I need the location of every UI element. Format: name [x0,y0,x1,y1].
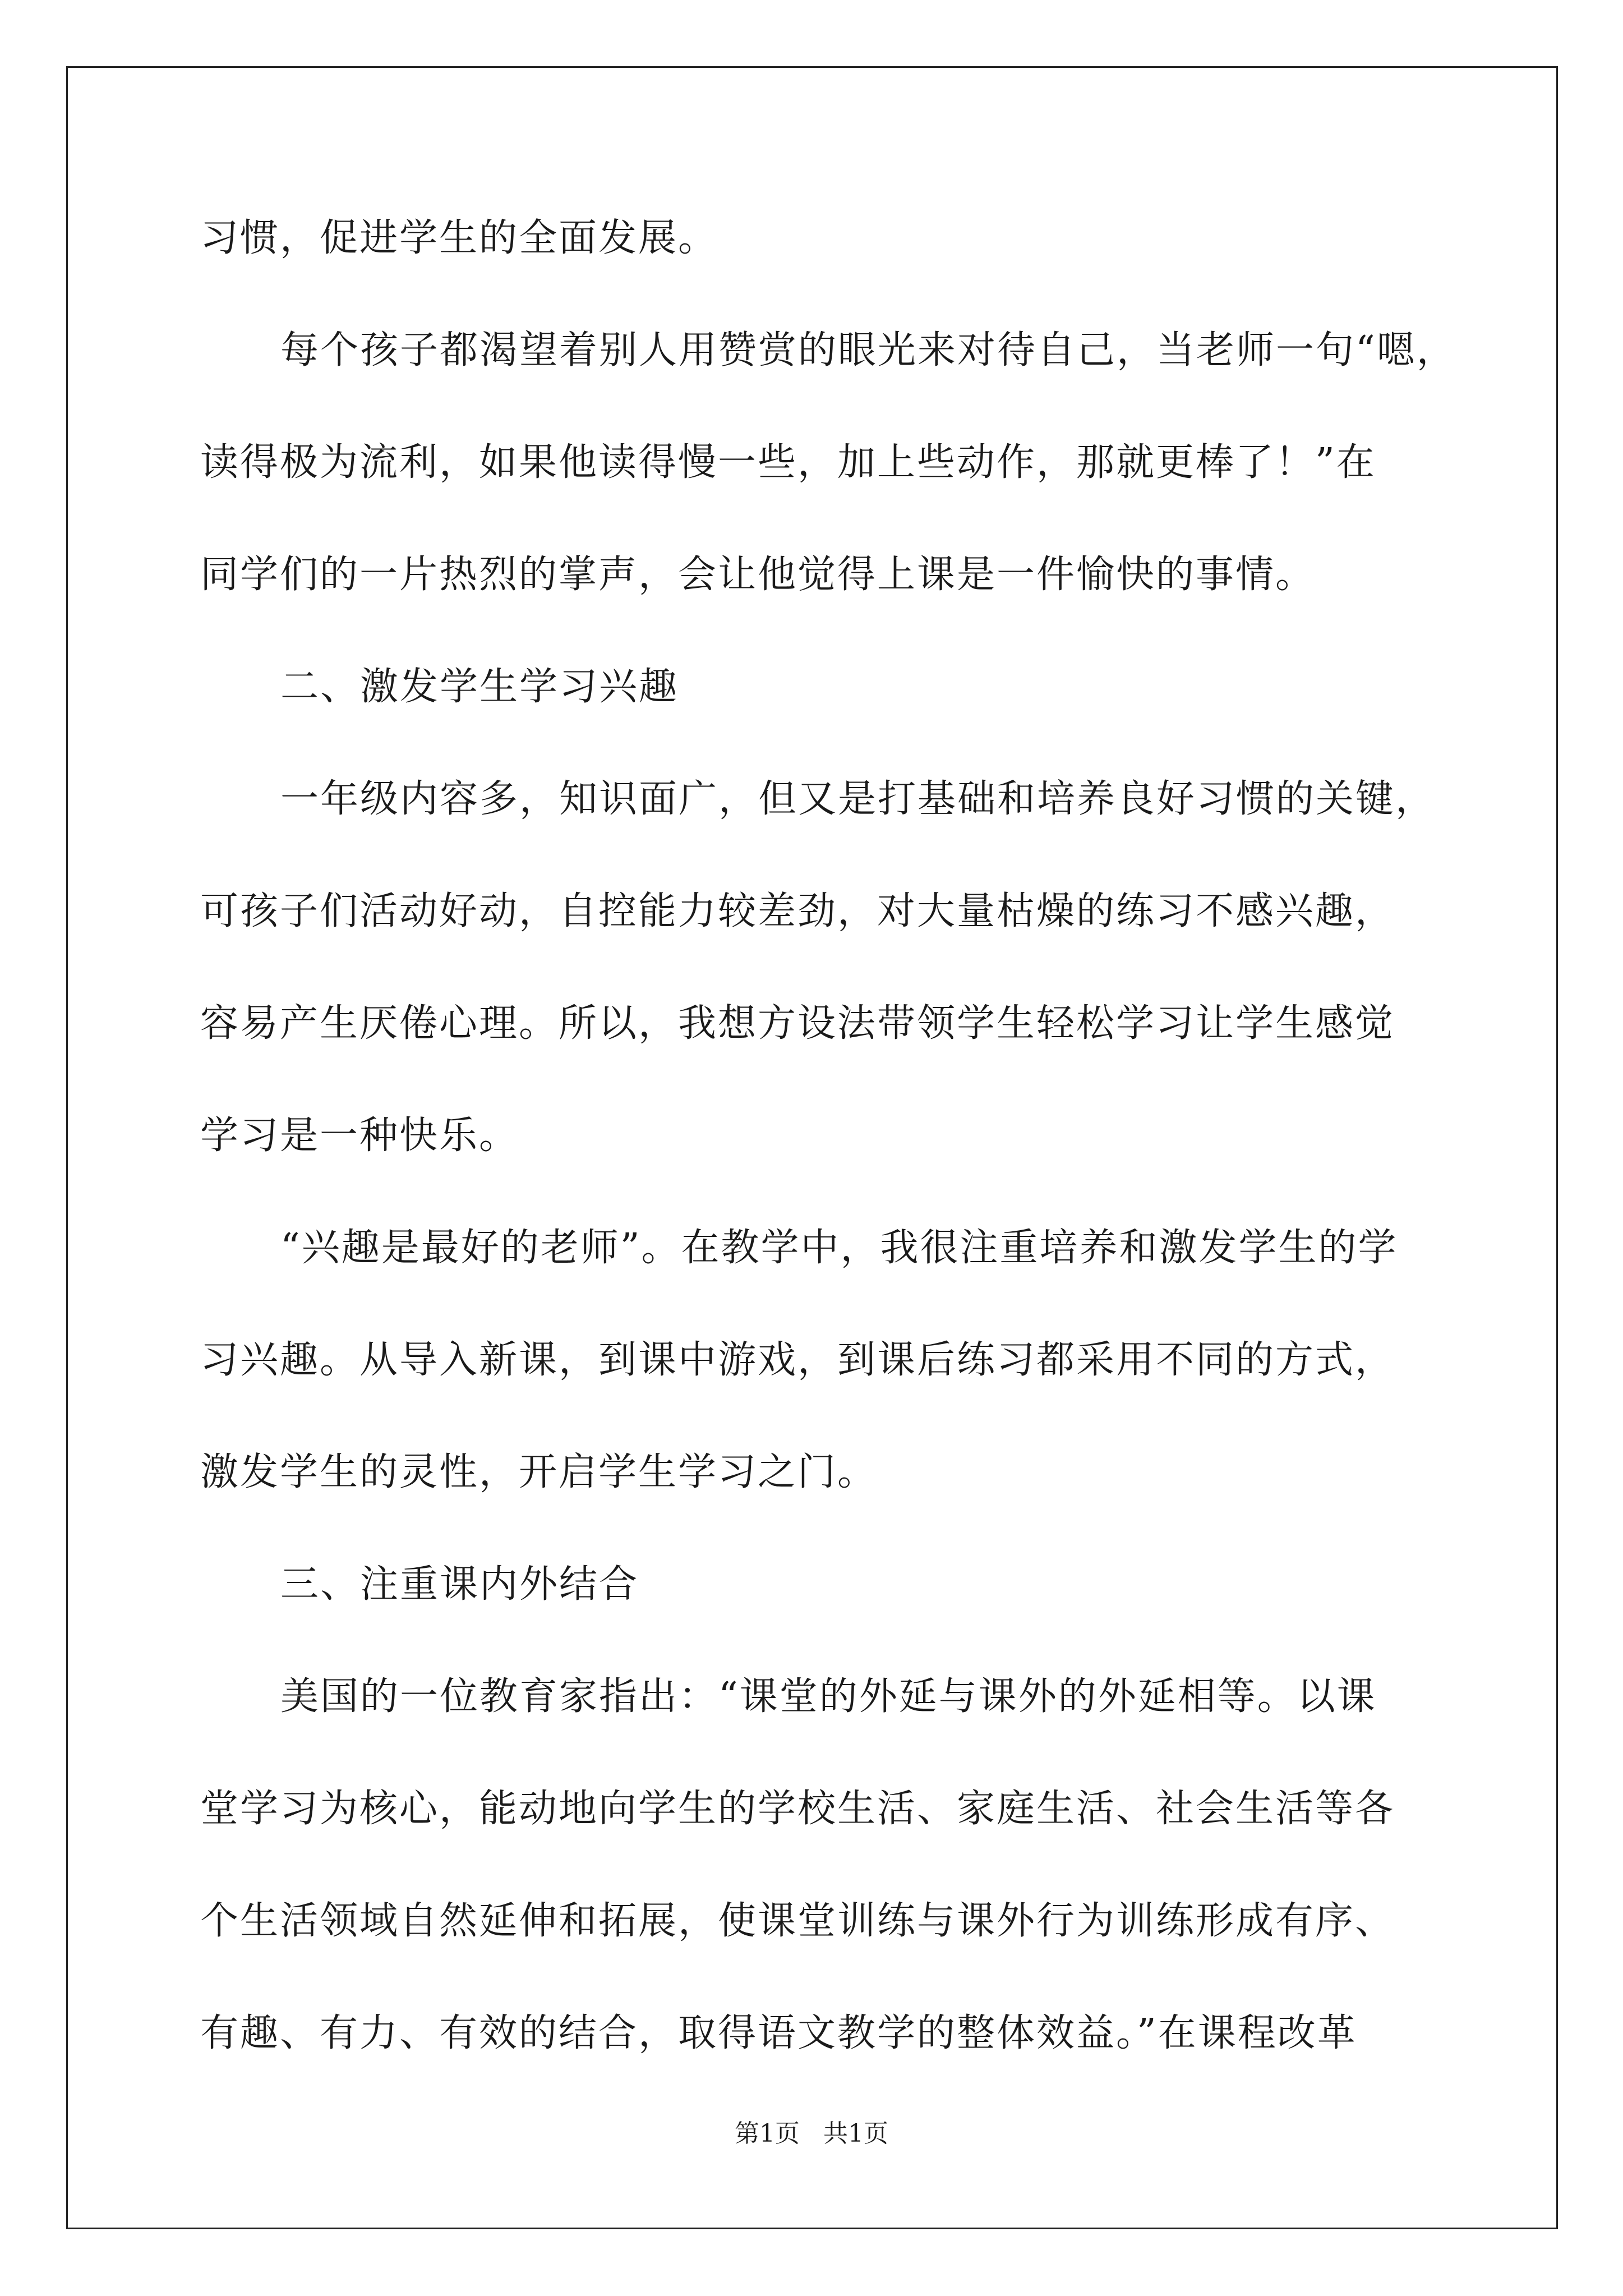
paragraph-line: 一年级内容多，知识面广，但又是打基础和培养良好习惯的关键， [280,777,1436,821]
paragraph-line: 学习是一种快乐。 [200,1114,519,1158]
paragraph-line: 个生活领域自然延伸和拓展，使课堂训练与课外行为训练形成有序、 [200,1899,1395,1943]
page-number-current: 第1页 [735,2119,800,2148]
paragraph-line: 每个孩子都渴望着别人用赞赏的眼光来对待自己，当老师一句“嗯， [280,328,1456,372]
paragraph-line: “兴趣是最好的老师”。在教学中，我很注重培养和激发学生的学 [280,1226,1398,1270]
paragraph-line: 读得极为流利，如果他读得慢一些，加上些动作，那就更棒了！”在 [200,440,1376,485]
paragraph-line: 可孩子们活动好动，自控能力较差劲，对大量枯燥的练习不感兴趣， [200,889,1395,933]
paragraph-line: 习惯，促进学生的全面发展。 [200,216,718,260]
page-footer [0,2117,1623,2151]
page-number-total: 共1页 [823,2119,888,2148]
paragraph-line: 堂学习为核心，能动地向学生的学校生活、家庭生活、社会生活等各 [200,1787,1395,1831]
paragraph-line: 有趣、有力、有效的结合，取得语文教学的整体效益。”在课程改革 [200,2011,1357,2055]
paragraph-line: 同学们的一片热烈的掌声，会让他觉得上课是一件愉快的事情。 [200,553,1316,597]
paragraph-line: 容易产生厌倦心理。所以，我想方设法带领学生轻松学习让学生感觉 [200,1001,1395,1046]
paragraph-line: 激发学生的灵性，开启学生学习之门。 [200,1450,878,1494]
section-heading: 三、注重课内外结合 [280,1562,639,1607]
paragraph-line: 习兴趣。从导入新课，到课中游戏，到课后练习都采用不同的方式， [200,1338,1395,1382]
section-heading: 二、激发学生学习兴趣 [280,665,679,709]
paragraph-line: 美国的一位教育家指出：“课堂的外延与课外的外延相等。以课 [280,1674,1377,1719]
